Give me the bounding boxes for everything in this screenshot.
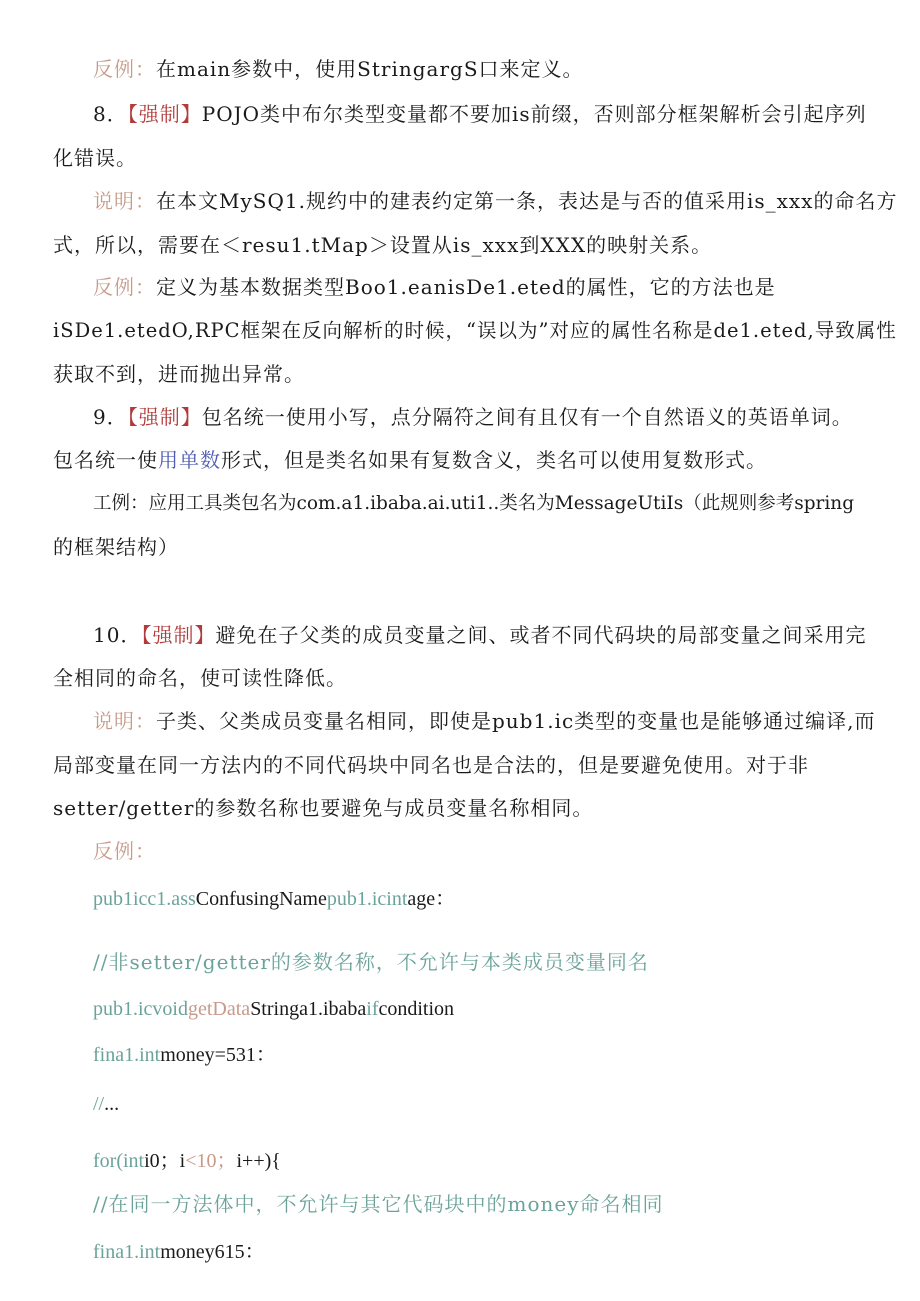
code-keyword: pub1.icint [326, 888, 408, 910]
code-keyword: fina1.int [93, 1241, 161, 1263]
paragraph-text: 定义为基本数据类型Boo1.eanisDe1.eted的属性，它的方法也是 [156, 275, 776, 299]
code-comment: //非setter/getter的参数名称，不允许与本类成员变量同名 [93, 950, 649, 974]
rule-number: 9． [93, 405, 128, 429]
paragraph-text: 获取不到，进而抛出异常。 [53, 362, 305, 386]
rule-10-heading [93, 621, 866, 649]
paragraph-text: 子类、父类成员变量名相同，即使是pub1.ic类型的变量也是能够通过编译,而 [156, 709, 876, 733]
code-line [93, 1041, 276, 1069]
rule-8-heading [93, 100, 867, 128]
code-line [93, 995, 454, 1023]
code-line [93, 1147, 281, 1175]
code-identifier: i++){ [236, 1150, 281, 1172]
explanation-line [93, 707, 876, 735]
paragraph-line [53, 533, 179, 561]
paragraph-text: 包名统一使用小写，点分隔符之间有且仅有一个自然语义的英语单词。 [201, 405, 853, 429]
code-identifier: money=531： [160, 1044, 276, 1066]
paragraph-text: 局部变量在同一方法内的不同代码块中同名也是合法的，但是要避免使用。对于非 [53, 753, 809, 777]
paragraph-line [53, 664, 347, 692]
paragraph-text: 包名统一使 [53, 448, 158, 472]
code-identifier: ... [104, 1093, 120, 1115]
mandatory-tag: 【强制】 [127, 405, 202, 429]
paragraph-text: 在本文MySQ1.规约中的建表约定第一条，表达是与否的值采用is_xxx的命名方 [156, 189, 898, 213]
code-comment: //在同一方法体中，不允许与其它代码块中的money命名相同 [93, 1192, 664, 1216]
paragraph-text: 的框架结构） [53, 535, 179, 559]
rule-number: 8． [93, 102, 128, 126]
paragraph-line [53, 794, 593, 822]
explanation-line [93, 187, 897, 215]
paragraph-text: iSDe1.etedO,RPC框架在反向解析的时候，“误以为”对应的属性名称是de1.eted,导致属性 [53, 319, 897, 342]
paragraph-text: 全相同的命名，使可读性降低。 [53, 666, 347, 690]
paragraph-line [53, 751, 809, 779]
paragraph-line [53, 144, 137, 172]
code-keyword: if [366, 998, 379, 1020]
paragraph-text: setter/getter的参数名称也要避免与成员变量名称相同。 [53, 796, 594, 820]
code-keyword: for(int [93, 1150, 145, 1172]
paragraph-line [53, 317, 897, 345]
paragraph-line [53, 231, 712, 259]
rule-9-heading [93, 403, 853, 431]
explanation-label: 说明： [93, 189, 156, 213]
code-method: getData [188, 998, 251, 1020]
highlighted-text: 用单数 [158, 448, 221, 472]
code-comment: // [93, 1093, 105, 1115]
code-identifier: i0；i [144, 1150, 186, 1172]
counter-example-label: 反例： [93, 275, 156, 299]
code-keyword: pub1.icvoid [93, 998, 188, 1020]
paragraph-line [53, 360, 305, 388]
mandatory-tag: 【强制】 [127, 102, 202, 126]
paragraph-text: 化错误。 [53, 146, 137, 170]
paragraph-text: POJO类中布尔类型变量都不要加is前缀，否则部分框架解析会引起序列 [201, 102, 867, 126]
counter-example-label: 反例： [93, 839, 156, 863]
code-line [93, 1090, 119, 1118]
code-keyword: fina1.int [93, 1044, 161, 1066]
counter-example-line-3 [93, 837, 156, 865]
paragraph-text: 工例：应用工具类包名为com.a1.ibaba.ai.uti1..类名为MessageUtiIs（此规则参考spring [93, 493, 855, 514]
paragraph-text: 形式，但是类名如果有复数含义，类名可以使用复数形式。 [221, 448, 767, 472]
code-identifier: Stringa1.ibaba [250, 998, 367, 1020]
code-line [93, 1238, 265, 1266]
mandatory-tag: 【强制】 [141, 623, 216, 647]
counter-example-label: 反例： [93, 57, 156, 81]
code-keyword: pub1icc1.ass [93, 888, 196, 910]
code-line [93, 885, 455, 913]
code-comment-line [93, 948, 649, 976]
paragraph-text: 在main参数中，使用StringargS口来定义。 [156, 57, 584, 81]
paragraph-text: 避免在子父类的成员变量之间、或者不同代码块的局部变量之间采用完 [215, 623, 867, 647]
code-identifier: ConfusingName [195, 888, 327, 910]
code-identifier: age： [407, 888, 456, 910]
counter-example-line-2 [93, 273, 776, 301]
code-identifier: money615： [160, 1241, 265, 1263]
explanation-label: 说明： [93, 709, 156, 733]
code-comment-line [93, 1190, 664, 1218]
positive-example-line [93, 490, 854, 518]
paragraph-line [53, 446, 767, 474]
code-identifier: condition [378, 998, 455, 1020]
counter-example-line-1 [93, 55, 584, 83]
rule-number: 10． [93, 623, 142, 647]
paragraph-text: 式，所以，需要在＜resu1.tMap＞设置从is_xxx到XXX的映射关系。 [53, 233, 713, 257]
code-literal: <10； [185, 1150, 237, 1172]
